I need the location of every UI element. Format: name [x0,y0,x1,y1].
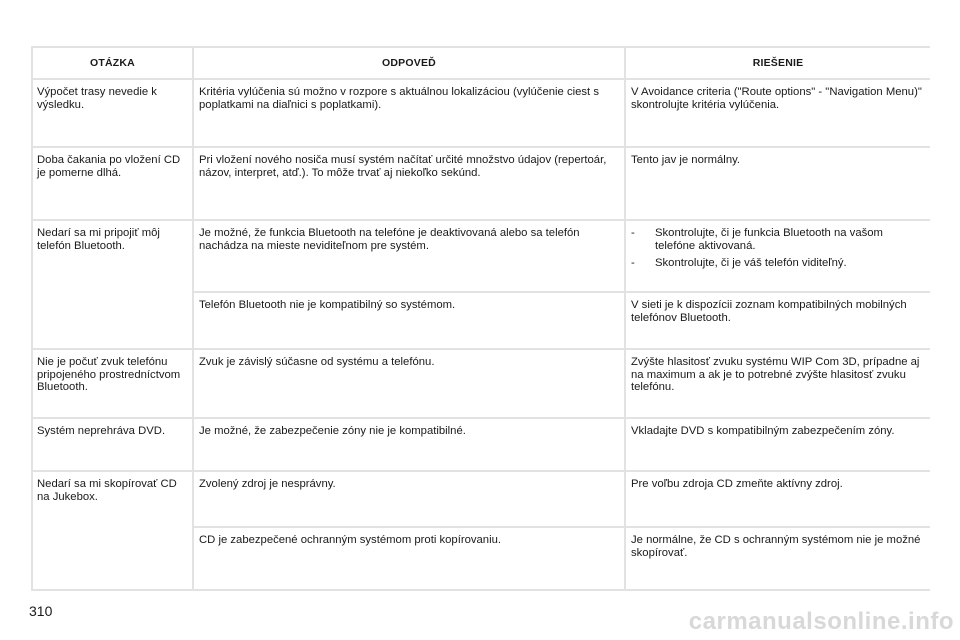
answer-cell: CD je zabezpečené ochranným systémom proti kopírovaniu. [194,528,624,589]
table-header-row [33,48,930,78]
solution-cell [626,221,930,291]
answer-cell: Telefón Bluetooth nie je kompatibilný so systémom. [194,293,624,348]
question-cell: Nedarí sa mi pripojiť môj telefón Bluetooth. [33,221,192,348]
solution-bullet [631,257,925,270]
table-row [33,472,930,526]
header-answer: ODPOVEĎ [194,48,624,78]
answer-cell: Je možné, že funkcia Bluetooth na telefóne je deaktivovaná alebo sa telefón nachádza na mieste neviditeľnom pre systém. [194,221,624,291]
question-cell: Nedarí sa mi skopírovať CD na Jukebox. [33,472,192,589]
table-row [33,350,930,417]
answer-cell: Je možné, že zabezpečenie zóny nie je kompatibilné. [194,419,624,470]
answer-cell: Zvolený zdroj je nesprávny. [194,472,624,526]
header-question: OTÁZKA [33,48,192,78]
table-row [33,221,930,291]
troubleshooting-table [31,46,932,591]
question-cell: Doba čakania po vložení CD je pomerne dlhá. [33,148,192,219]
header-solution: RIEŠENIE [626,48,930,78]
solution-cell: Zvýšte hlasitosť zvuku systému WIP Com 3D, prípadne aj na maximum a ak je to potrebné zvýšte hlasitosť zvuku telefónu. [626,350,930,417]
solution-cell: Pre voľbu zdroja CD zmeňte aktívny zdroj. [626,472,930,526]
table-row [33,148,930,219]
solution-cell: Tento jav je normálny. [626,148,930,219]
solution-cell: Je normálne, že CD s ochranným systémom nie je možné skopírovať. [626,528,930,589]
table-row [33,80,930,146]
solution-cell: V sieti je k dispozícii zoznam kompatibilných mobilných telefónov Bluetooth. [626,293,930,348]
solution-cell: V Avoidance criteria ("Route options" - "Navigation Menu)" skontrolujte kritéria vylúčenia. [626,80,930,146]
bullet-text: Skontrolujte, či je váš telefón viditeľný. [655,257,847,269]
answer-cell: Kritéria vylúčenia sú možno v rozpore s aktuálnou lokalizáciou (vylúčenie ciest s poplatkami na diaľnici s poplatkami). [194,80,624,146]
table-row [33,419,930,470]
question-cell: Nie je počuť zvuk telefónu pripojeného prostredníctvom Bluetooth. [33,350,192,417]
answer-cell: Zvuk je závislý súčasne od systému a telefónu. [194,350,624,417]
solution-bullet [631,227,925,252]
page-number: 310 [29,603,53,619]
answer-cell: Pri vložení nového nosiča musí systém načítať určité množstvo údajov (repertoár, názov, interpret, atď.). To môže trvať aj niekoľko sekúnd. [194,148,624,219]
solution-cell: Vkladajte DVD s kompatibilným zabezpečením zóny. [626,419,930,470]
troubleshooting-table-frame [31,46,930,591]
bullet-dash: - [631,257,635,269]
question-cell: Systém neprehráva DVD. [33,419,192,470]
bullet-text: Skontrolujte, či je funkcia Bluetooth na vašom telefóne aktivovaná. [655,227,883,252]
bullet-dash: - [631,227,635,239]
question-cell: Výpočet trasy nevedie k výsledku. [33,80,192,146]
watermark: carmanualsonline.info [688,608,954,635]
